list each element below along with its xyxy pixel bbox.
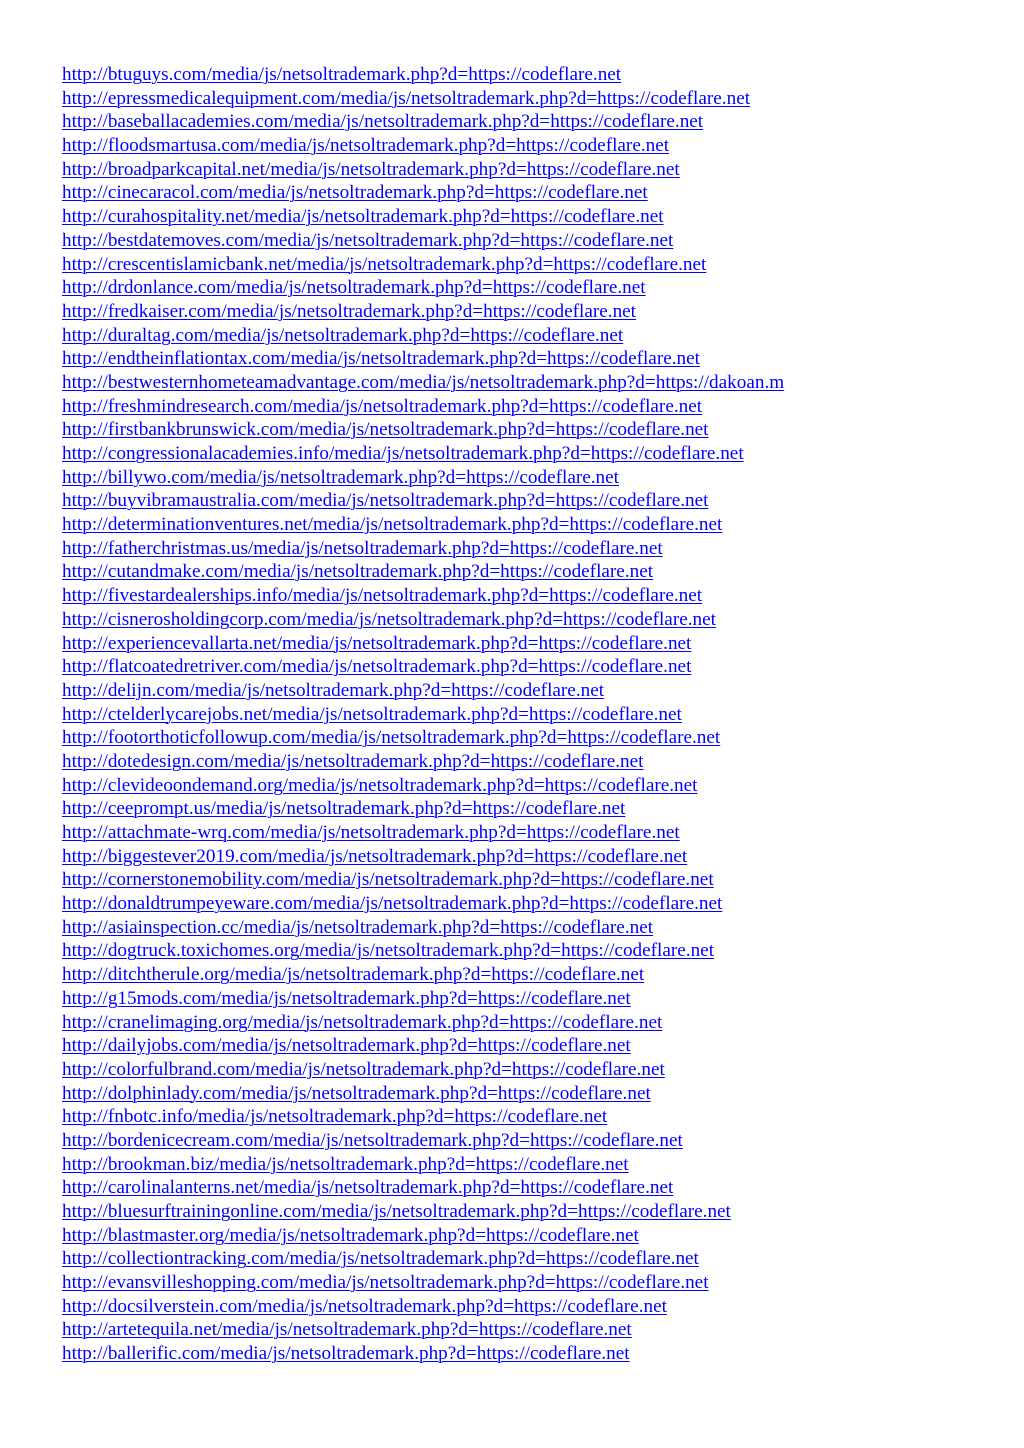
url-link[interactable]: http://cutandmake.com/media/js/netsoltrademark.php?d=https://codeflare.net [62,561,654,583]
url-link[interactable]: http://carolinalanterns.net/media/js/netsoltrademark.php?d=https://codeflare.net [62,1177,674,1199]
list-item [62,371,1002,395]
list-item [62,1082,1002,1106]
url-link[interactable]: http://colorfulbrand.com/media/js/netsoltrademark.php?d=https://codeflare.net [62,1058,665,1080]
url-link[interactable]: http://dolphinlady.com/media/js/netsoltrademark.php?d=https://codeflare.net [62,1082,651,1104]
list-item [62,1342,1002,1366]
url-link[interactable]: http://biggestever2019.com/media/js/netsoltrademark.php?d=https://codeflare.net [62,845,688,867]
url-link[interactable]: http://dailyjobs.com/media/js/netsoltrademark.php?d=https://codeflare.net [62,1035,631,1057]
url-link[interactable]: http://firstbankbrunswick.com/media/js/netsoltrademark.php?d=https://codeflare.net [62,419,709,441]
list-item [62,1176,1002,1200]
url-link[interactable]: http://epressmedicalequipment.com/media/js/netsoltrademark.php?d=https://codeflare.net [62,87,751,109]
url-link[interactable]: http://clevideoondemand.org/media/js/netsoltrademark.php?d=https://codeflare.net [62,774,698,796]
url-link[interactable]: http://evansvilleshopping.com/media/js/netsoltrademark.php?d=https://codeflare.net [62,1272,709,1294]
url-link[interactable]: http://bordenicecream.com/media/js/netsoltrademark.php?d=https://codeflare.net [62,1129,683,1151]
url-link[interactable]: http://bluesurftrainingonline.com/media/js/netsoltrademark.php?d=https://codeflare.net [62,1201,731,1222]
list-item [62,726,1002,750]
list-item [62,632,1002,656]
list-item [62,608,1002,632]
list-item [62,158,1002,182]
url-link[interactable]: http://determinationventures.net/media/js/netsoltrademark.php?d=https://codeflare.net [62,514,723,536]
list-item [62,939,1002,963]
list-item [62,821,1002,845]
list-item [62,442,1002,466]
list-item [62,134,1002,158]
list-item [62,1034,1002,1058]
list-item [62,1058,1002,1082]
url-link[interactable]: http://brookman.biz/media/js/netsoltrademark.php?d=https://codeflare.net [62,1153,629,1175]
url-link[interactable]: http://dotedesign.com/media/js/netsoltrademark.php?d=https://codeflare.net [62,750,644,772]
url-link[interactable]: http://footorthoticfollowup.com/media/js/netsoltrademark.php?d=https://codeflare.net [62,727,721,749]
list-item [62,253,1002,277]
url-link[interactable]: http://billywo.com/media/js/netsoltrademark.php?d=https://codeflare.net [62,466,619,488]
url-link[interactable]: http://fredkaiser.com/media/js/netsoltrademark.php?d=https://codeflare.net [62,300,637,322]
list-item [62,324,1002,348]
url-link[interactable]: http://duraltag.com/media/js/netsoltrademark.php?d=https://codeflare.net [62,324,624,346]
list-item [62,229,1002,253]
list-item [62,750,1002,774]
list-item [62,110,1002,134]
url-link[interactable]: http://cisnerosholdingcorp.com/media/js/netsoltrademark.php?d=https://codeflare.net [62,608,716,630]
url-link[interactable]: http://cornerstonemobility.com/media/js/netsoltrademark.php?d=https://codeflare.net [62,869,714,891]
link-list [62,63,1002,1366]
list-item [62,584,1002,608]
url-link[interactable]: http://attachmate-wrq.com/media/js/netsoltrademark.php?d=https://codeflare.net [62,822,680,843]
url-link[interactable]: http://ceeprompt.us/media/js/netsoltrademark.php?d=https://codeflare.net [62,798,626,820]
list-item [62,1247,1002,1271]
list-item [62,300,1002,324]
url-link[interactable]: http://baseballacademies.com/media/js/netsoltrademark.php?d=https://codeflare.net [62,111,704,133]
url-link[interactable]: http://crescentislamicbank.net/media/js/netsoltrademark.php?d=https://codeflare.net [62,253,707,275]
url-link[interactable]: http://buyvibramaustralia.com/media/js/netsoltrademark.php?d=https://codeflare.net [62,490,709,512]
list-item [62,347,1002,371]
url-link[interactable]: http://endtheinflationtax.com/media/js/netsoltrademark.php?d=https://codeflare.net [62,348,700,370]
url-link[interactable]: http://ctelderlycarejobs.net/media/js/netsoltrademark.php?d=https://codeflare.net [62,703,682,725]
url-link[interactable]: http://cinecaracol.com/media/js/netsoltrademark.php?d=https://codeflare.net [62,182,648,204]
list-item [62,1129,1002,1153]
url-link[interactable]: http://broadparkcapital.net/media/js/netsoltrademark.php?d=https://codeflare.net [62,158,680,180]
list-item [62,276,1002,300]
list-item [62,489,1002,513]
list-item [62,1153,1002,1177]
list-item [62,1224,1002,1248]
url-link[interactable]: http://flatcoatedretriver.com/media/js/netsoltrademark.php?d=https://codeflare.net [62,656,692,678]
list-item [62,679,1002,703]
url-link[interactable]: http://artetequila.net/media/js/netsoltrademark.php?d=https://codeflare.net [62,1319,632,1341]
url-link[interactable]: http://g15mods.com/media/js/netsoltrademark.php?d=https://codeflare.net [62,987,631,1009]
url-link[interactable]: http://curahospitality.net/media/js/netsoltrademark.php?d=https://codeflare.net [62,206,664,228]
list-item [62,560,1002,584]
list-item [62,774,1002,798]
url-link[interactable]: http://ditchtherule.org/media/js/netsoltrademark.php?d=https://codeflare.net [62,964,645,986]
list-item [62,418,1002,442]
list-item [62,205,1002,229]
list-item [62,1200,1002,1224]
url-link[interactable]: http://donaldtrumpeyeware.com/media/js/netsoltrademark.php?d=https://codeflare.net [62,893,723,915]
list-item [62,703,1002,727]
url-link[interactable]: http://bestwesternhometeamadvantage.com/media/js/netsoltrademark.php?d=https://dakoan.m [62,371,785,393]
list-item [62,395,1002,419]
list-item [62,1271,1002,1295]
list-item [62,181,1002,205]
url-link[interactable]: http://blastmaster.org/media/js/netsoltrademark.php?d=https://codeflare.net [62,1224,639,1246]
url-link[interactable]: http://docsilverstein.com/media/js/netsoltrademark.php?d=https://codeflare.net [62,1295,667,1317]
list-item [62,797,1002,821]
url-link[interactable]: http://congressionalacademies.info/media/js/netsoltrademark.php?d=https://codeflare.net [62,443,744,464]
list-item [62,1105,1002,1129]
list-item [62,513,1002,537]
url-link[interactable]: http://delijn.com/media/js/netsoltrademark.php?d=https://codeflare.net [62,679,605,701]
list-item [62,87,1002,111]
url-link[interactable]: http://experiencevallarta.net/media/js/netsoltrademark.php?d=https://codeflare.net [62,632,692,654]
list-item [62,1295,1002,1319]
url-link[interactable]: http://fivestardealerships.info/media/js/netsoltrademark.php?d=https://codeflare.net [62,585,703,607]
list-item [62,537,1002,561]
list-item [62,1011,1002,1035]
list-item [62,1318,1002,1342]
list-item [62,892,1002,916]
url-link[interactable]: http://fatherchristmas.us/media/js/netsoltrademark.php?d=https://codeflare.net [62,537,663,559]
list-item [62,868,1002,892]
url-link[interactable]: http://freshmindresearch.com/media/js/netsoltrademark.php?d=https://codeflare.net [62,395,703,417]
url-link[interactable]: http://ballerific.com/media/js/netsoltrademark.php?d=https://codeflare.net [62,1343,630,1365]
url-link[interactable]: http://dogtruck.toxichomes.org/media/js/netsoltrademark.php?d=https://codeflare.net [62,940,715,962]
list-item [62,466,1002,490]
url-link[interactable]: http://fnbotc.info/media/js/netsoltrademark.php?d=https://codeflare.net [62,1106,608,1128]
url-link[interactable]: http://drdonlance.com/media/js/netsoltrademark.php?d=https://codeflare.net [62,277,646,299]
url-link[interactable]: http://collectiontracking.com/media/js/netsoltrademark.php?d=https://codeflare.net [62,1248,699,1270]
url-link[interactable]: http://cranelimaging.org/media/js/netsoltrademark.php?d=https://codeflare.net [62,1011,663,1033]
list-item [62,963,1002,987]
list-item [62,845,1002,869]
url-link[interactable]: http://btuguys.com/media/js/netsoltrademark.php?d=https://codeflare.net [62,64,622,85]
list-item [62,63,1002,87]
url-link[interactable]: http://floodsmartusa.com/media/js/netsoltrademark.php?d=https://codeflare.net [62,135,670,157]
list-item [62,916,1002,940]
url-link[interactable]: http://bestdatemoves.com/media/js/netsoltrademark.php?d=https://codeflare.net [62,229,674,251]
list-item [62,655,1002,679]
list-item [62,987,1002,1011]
url-link[interactable]: http://asiainspection.cc/media/js/netsoltrademark.php?d=https://codeflare.net [62,916,654,938]
